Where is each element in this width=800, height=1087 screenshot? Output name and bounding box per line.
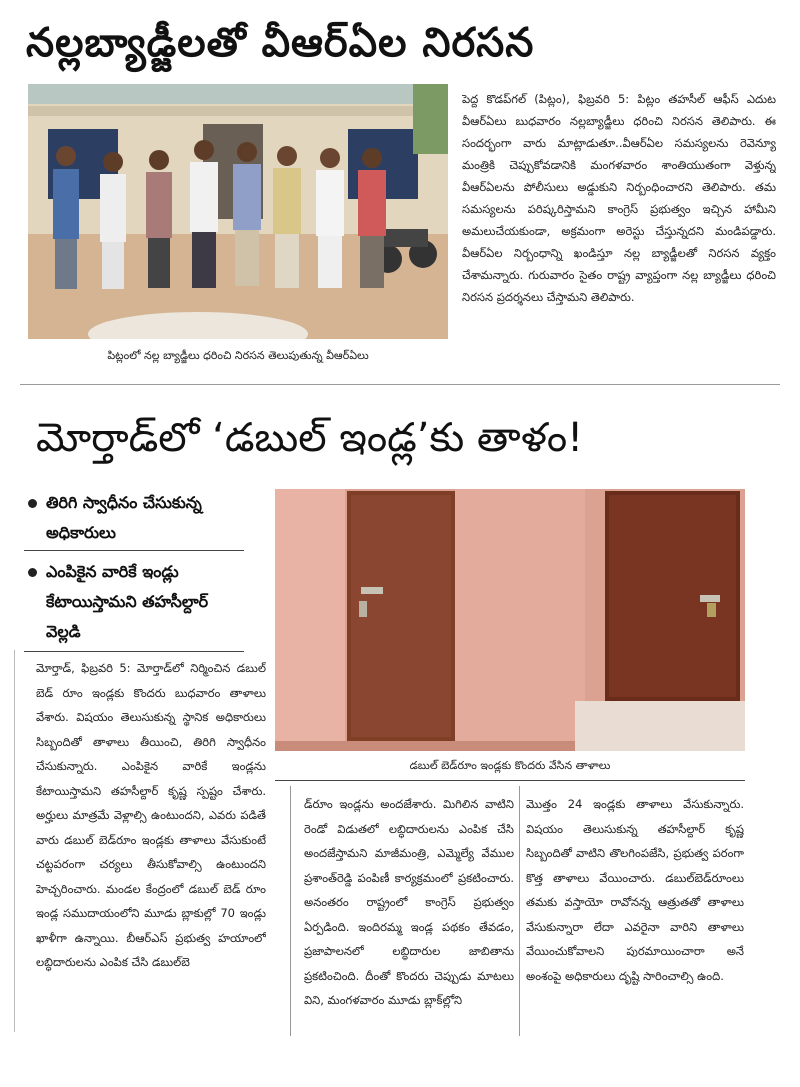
column-rule <box>519 786 520 1036</box>
bullet-dot-icon <box>28 499 37 508</box>
locked-houses-photo <box>275 489 745 751</box>
story2-headline: మోర్తాడ్‌లో ‘డబుల్ ఇండ్ల’కు తాళం! <box>36 415 584 461</box>
highlight-item <box>24 557 244 652</box>
vra-photo-caption: పిట్లంలో నల్ల బ్యాడ్జీలు ధరించి నిరసన తెలుపుతున్న వీఆర్ఏలు <box>107 349 369 362</box>
highlight-text: తిరిగి స్వాధీనం చేసుకున్న అధికారులు <box>46 493 202 542</box>
story2-column-2: డ్‌రూం ఇండ్లను అందజేశారు. మిగిలిన వాటిని రెండో విడుతలో లబ్ధిదారులను ఎంపిక చేసి అందజేస్తామని మాజీమంత్రి, ఎమ్మెల్యే వేముల ప్రశాంత్‌రెడ్డి పంపిణీ కార్యక్రమంలో ప్రకటించారు. అనంతరం రాష్ట్రంలో కాంగ్రెస్ ప్రభుత్వం ఏర్పడింది. ఇందిరమ్మ ఇండ్ల పథకం తేవడం, ప్రజాపాలనలో లబ్ధిదారుల జాబితాను ప్రకటించింది. దీంతో కొందరు చెప్పుడు మాటలు విని, మంగళవారం మూడు బ్లాక్‌ల్లోని <box>304 797 514 1007</box>
column-rule <box>290 786 291 1036</box>
column-rule <box>14 650 15 1032</box>
highlight-text: ఎంపికైన వారికే ఇండ్లు కేటాయిస్తామని తహసీల్దార్ వెల్లడి <box>46 562 209 641</box>
houses-photo-caption: డబుల్ బెడ్‌రూం ఇండ్లకు కొందరు వేసిన తాళాలు <box>275 752 745 781</box>
vra-protest-photo <box>28 84 448 339</box>
bullet-dot-icon <box>28 568 37 577</box>
story1-headline: నల్లబ్యాడ్జీలతో వీఆర్ఏల నిరసన <box>26 20 535 66</box>
story2-column-1: మోర్తాడ్, ఫిబ్రవరి 5: మోర్తాడ్‌లో నిర్మించిన డబుల్ బెడ్ రూం ఇండ్లకు కొందరు బుధవారం తాళాలు వేశారు. విషయం తెలుసుకున్న స్థానిక అధికారులు సిబ్బందితో తాళాలు తీయించి, తిరిగి స్వాధీనం చేసుకున్నారు. ఎంపికైన వారికే ఇండ్లను కేటాయిస్తామని తహసీల్దార్ కృష్ణ స్పష్టం చేశారు. అర్హులు మాత్రమే వెళ్లాల్సి ఉంటుందని, ఎవరు పడితే వారు డబుల్ బెడ్‌రూం ఇండ్లకు తాళాలు వేసుకుంటే చట్టపరంగా చర్యలు తీసుకోవాల్సి ఉంటుందని హెచ్చరించారు. మండల కేంద్రంలో డబుల్ బెడ్ రూం ఇండ్ల సముదాయంలోని మూడు బ్లాకుల్లో 70 ఇండ్లు ఖాళీగా ఉన్నాయి. బీఆర్ఎస్ ప్రభుత్వ హయాంలో లబ్ధిదారులను ఎంపిక చేసి డబుల్‌బె <box>36 661 266 969</box>
story2-highlights <box>24 488 244 652</box>
story-divider <box>20 384 780 385</box>
story2-column-3: మొత్తం 24 ఇండ్లకు తాళాలు వేసుకున్నారు. విషయం తెలుసుకున్న తహసీల్దార్ కృష్ణ సిబ్బందితో వాటిని తొలగింపజేసి, ప్రభుత్వ పరంగా కొత్త తాళాలు వేయించారు. డబుల్‌బెడ్‌రూంలు తమకు వస్తాయో రావోనన్న ఆత్రుతతో తాళాలు వేసుకున్నారా లేదా ఎవరైనా వారిని తాళాలు వేయించుకోవాలని పురమాయించారా అనే అంశంపై అధికారులు దృష్టి సారించాల్సి ఉంది. <box>526 797 744 983</box>
highlight-item <box>24 488 244 551</box>
story1-body-text: పెద్ద కొడప్‌గల్ (పిట్లం), ఫిబ్రవరి 5: పిట్లం తహసీల్ ఆఫీస్ ఎదుట వీఆర్ఏలు బుధవారం నల్లబ్యాడ్జీలు ధరించి నిరసన తెలిపారు. ఈ సందర్భంగా వారు మాట్లాడుతూ..వీఆర్ఏల సమస్యలను రెవెన్యూ మంత్రికి చెప్పుకోవడానికి మంగళవారం శాంతియుతంగా వెళ్తున్న వీఆర్ఏలను పోలీసులు అడ్డుకుని నిర్బంధించారని తెలిపారు. తమ సమస్యలను పరిష్కరిస్తామని కాంగ్రెస్ ప్రభుత్వం ఇచ్చిన హామీని అమలుచేయకుండా, అక్రమంగా అరెస్టు చేస్తున్నదని మండిపడ్డారు. వీఆర్ఏల నిర్బంధాన్ని ఖండిస్తూ నల్ల బ్యాడ్జీలతో నిరసన వ్యక్తం చేశామన్నారు. గురువారం సైతం రాష్ట్ర వ్యాప్తంగా నల్ల బ్యాడ్జీలు ధరించి నిరసన ప్రదర్శనలు చేస్తామని తెలిపారు. <box>462 92 776 304</box>
